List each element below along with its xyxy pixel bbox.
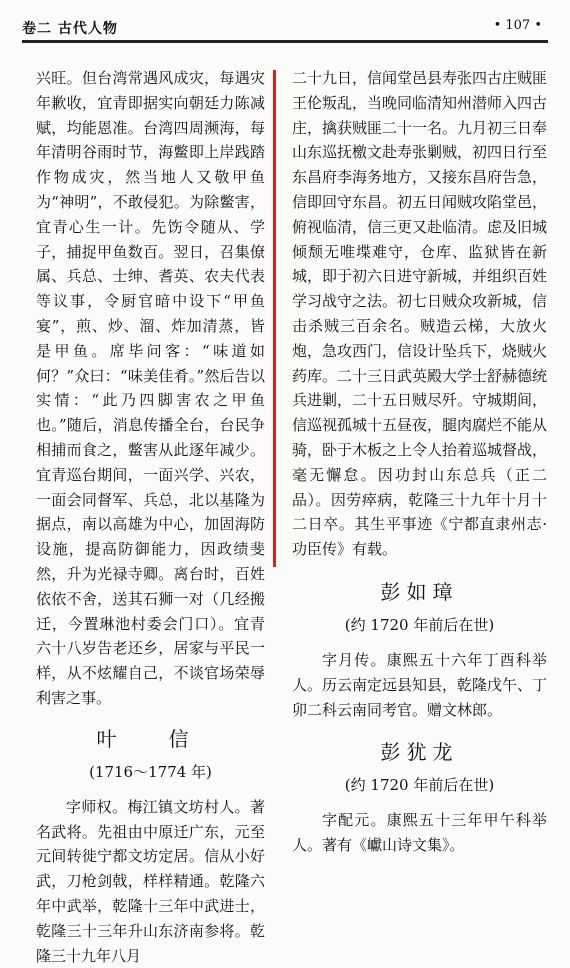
entry-dates: (约 1720 年前后在世) — [344, 776, 495, 795]
entry-dates: (约 1720 年前后在世) — [344, 615, 495, 634]
page-header — [22, 10, 548, 43]
page-number: • 107 • — [493, 18, 542, 33]
entry-dates: (1716～1774 年) — [89, 762, 212, 781]
left-column — [36, 66, 265, 965]
entry-name: 叶 信 — [96, 726, 205, 751]
chapter-title: 卷二 古代人物 — [22, 21, 118, 37]
entry-name: 彭如璋 — [380, 579, 459, 604]
entry-name: 彭犹龙 — [380, 740, 459, 765]
entry-text: 字配元。康熙五十三年甲午科举人。著有《巘山诗文集》。 — [292, 811, 547, 855]
entry-text: 字月传。康熙五十六年丁酉科举人。历云南定远县知县，乾隆戊午、丁卯二科云南同考官。赠文林郎。 — [292, 650, 548, 719]
continued-paragraph: 二十九日，信闻堂邑县寿张四古庄贼匪王伦叛乱，当晚同临清知州潜师入四古庄，擒获贼匪二十一名。九月初三日奉山东巡抚檄文赴寿张剿贼，初四日行至东昌府李海务地方，又接东昌府告急，信即回守东昌。初五日闻贼攻陷堂邑，俯视临清，信三更又赴临清。虑及旧城倾颓无唯堞难守，仓库、监狱皆在新城，即于初六日进守新城，并组织百姓学习战守之法。初七日贼众攻新城，信击杀贼三百余名。贼造云梯，大放火炮，急攻西门，信设计坠兵下，烧贼火药库。二十三日武英殿大学士舒赫德统兵进剿，二十五日贼尽歼。守城期间，信巡视孤城十五昼夜，腿肉腐烂不能从骑，卧于木板之上令人抬着巡城督战，毫无懈怠。因功封山东总兵（正二品）。因劳瘁病，乾隆三十九年十月十二日卒。其生平事迹《宁都直隶州志·功臣传》有载。 — [292, 69, 548, 559]
right-column — [292, 66, 548, 855]
continued-paragraph: 兴旺。但台湾常遇风成灾，每遇灾年歉收，宜青即据实向朝廷力陈减赋，均能恩准。台湾四周濒海，每年清明谷雨时节，海鳖即上岸践踏作物成灾，然当地人又敬甲鱼为“神明”，不敢侵犯。为除鳖害，宜青心生一计。先饬令随从、学子，捕捉甲鱼数百。翌日，召集僚属、兵总、士绅、耆英、农夫代表等议事，令厨官暗中设下“甲鱼宴”，煎、炒、溜、炸加清蒸，皆是甲鱼。席毕问客：“味道如何？”众曰：“味美佳肴。”然后告以实情：“此乃四脚害农之甲鱼也。”随后，消息传播全台，台民争相捕而食之，鳖害从此逐年减少。宜青巡台期间，一面兴学、兴农，一面会同督军、兵总，北以基隆为据点，南以高雄为中心，加固海防设施，提高防御能力，因政绩斐然，升为光禄寺卿。离台时，百姓依依不舍，送其石狮一对（几经搬迁，今置琳池村委会门口）。宜青六十八岁告老还乡，居家与平民一样，从不炫耀自己，不谈官场荣辱利害之事。 — [36, 69, 265, 707]
entry-text: 字师权。梅江镇文坊村人。著名武将。先祖由中原迁广东，元至元间转徙宁都文坊定居。信从小好武，刀枪剑戟，样样精通。乾隆六年中武举，乾隆十三年中武进士，乾隆三十三年升山东济南参将。乾隆三十九年八月 — [36, 797, 265, 965]
red-divider-line — [273, 70, 276, 567]
